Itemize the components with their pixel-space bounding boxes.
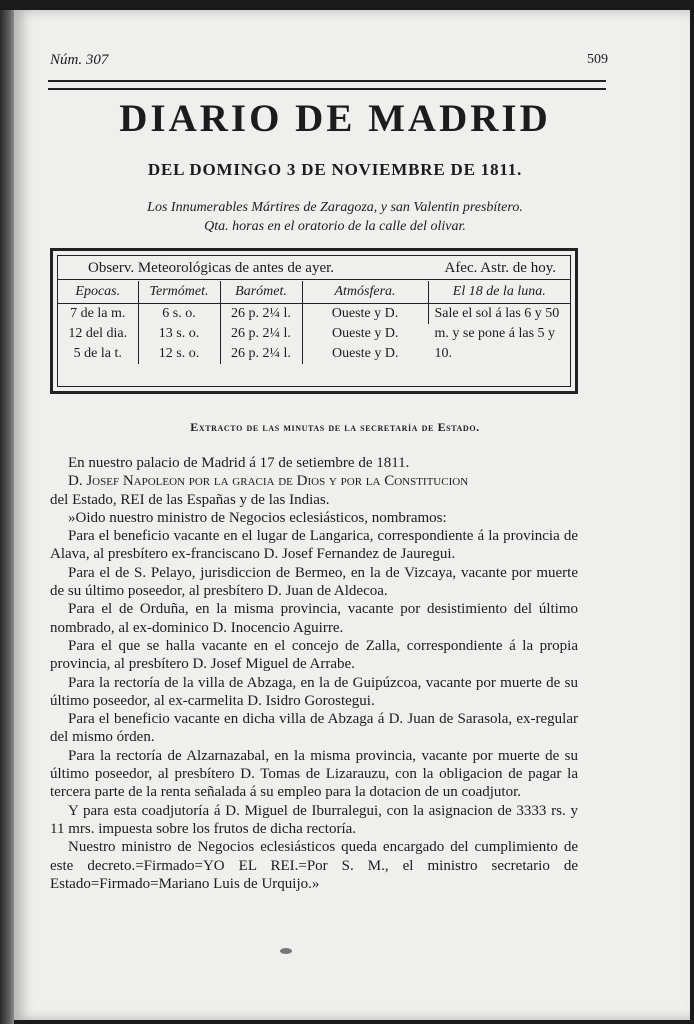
- meteo-termometro: 12 s. o.: [138, 344, 220, 364]
- meteo-termometro: 6 s. o.: [138, 304, 220, 325]
- page-header: [50, 52, 608, 69]
- col-epocas: Epocas.: [58, 281, 138, 304]
- page-binding-edge: [0, 10, 14, 1024]
- article-paragraph: Nuestro ministro de Negocios eclesiásticos queda encargado del cumplimiento de este decreto.=Firmado=YO EL REI.=Por S. M., el ministro secretario de Estado=Firmado=Mariano Luis de Urquijo.»: [50, 839, 578, 892]
- header-double-rule: [48, 80, 606, 90]
- article-paragraph: »Oido nuestro ministro de Negocios eclesiásticos, nombramos:: [68, 509, 447, 526]
- meteo-barometro: 26 p. 2¼ l.: [220, 344, 302, 364]
- meteo-epoca: 12 del dia.: [58, 324, 138, 344]
- meteo-atmosfera: Oueste y D.: [332, 346, 399, 361]
- meteo-barometro: 26 p. 2¼ l.: [220, 324, 302, 344]
- meteo-heading-left: Observ. Meteorológicas de antes de ayer.: [88, 260, 335, 276]
- meteo-barometro: 26 p. 2¼ l.: [220, 304, 302, 325]
- col-barometro: Barómet.: [220, 281, 302, 304]
- meteo-termometro: 13 s. o.: [138, 324, 220, 344]
- article-paragraph: Para el de S. Pelayo, jurisdiccion de Bermeo, en la de Vizcaya, vacante por muerte de su último poseedor, al presbítero D. Juan de Aldecoa.: [50, 564, 578, 600]
- col-termometro: Termómet.: [138, 281, 220, 304]
- article-body: [50, 454, 578, 893]
- article-paragraph: Para el beneficio vacante en dicha villa de Abzaga á D. Juan de Sarasola, ex-regular del mismo órden.: [50, 711, 578, 746]
- meteorological-table: [50, 248, 578, 394]
- meteo-column-headers: [58, 281, 570, 304]
- meteo-atmosfera: Oueste y D.: [332, 326, 399, 341]
- section-heading-extracto: Extracto de las minutas de la secretaría de Estado.: [190, 420, 480, 434]
- article-paragraph: del Estado, REI de las Españas y de las Indias.: [50, 491, 330, 508]
- meteo-epoca: 7 de la m.: [58, 304, 138, 325]
- saints-line-1: Los Innumerables Mártires de Zaragoza, y san Valentin presbítero.: [147, 200, 523, 215]
- saints-of-the-day: [40, 198, 630, 236]
- meteo-data-table: [58, 281, 570, 364]
- col-atmosfera: Atmósfera.: [302, 281, 428, 304]
- meteo-heading-right: Afec. Astr. de hoy.: [444, 260, 556, 276]
- saints-line-2: Qta. horas en el oratorio de la calle del olivar.: [204, 219, 466, 234]
- article-paragraph: D. Josef Napoleon por la gracia de Dios y por la Constitucion: [68, 473, 469, 490]
- page-number: 509: [587, 52, 608, 67]
- meteo-heading: [58, 256, 570, 280]
- article-paragraph: Para la rectoría de la villa de Abzaga, en la de Guipúzcoa, vacante por muerte de su último poseedor, al ex-carmelita D. Isidro Gorostegui.: [50, 674, 578, 709]
- article-paragraph: Para el beneficio vacante en el lugar de Langarica, correspondiente á la provincia de Alava, al presbítero ex-franciscano D. Josef Fernandez de Jauregui.: [50, 528, 578, 563]
- col-luna: El 18 de la luna.: [428, 281, 570, 304]
- masthead-title: DIARIO DE MADRID: [119, 97, 551, 140]
- article-paragraph: En nuestro palacio de Madrid á 17 de setiembre de 1811.: [68, 455, 410, 471]
- article-paragraph: Y para esta coadjutoría á D. Miguel de Iburralegui, con la asignacion de 3333 rs. y 11 mrs. impuesta sobre los frutos de dicha rectoría.: [50, 802, 578, 837]
- ink-smudge: [280, 948, 292, 954]
- meteo-luna-text: Sale el sol á las 6 y 50 m. y se pone á las 5 y 10.: [434, 306, 560, 361]
- article-paragraph: Para la rectoría de Alzarnazabal, en la misma provincia, vacante por muerte de su último poseedor, al presbítero D. Tomas de Lizarauzu, con la obligacion de pagar la tercera parte de la renta señalada á su empleo para la dotacion de un coadjutor.: [50, 747, 578, 801]
- issue-number: Núm. 307: [50, 52, 109, 68]
- meteo-row: [58, 304, 570, 325]
- meteo-atmosfera: Oueste y D.: [302, 304, 428, 325]
- dateline: DEL DOMINGO 3 DE NOVIEMBRE DE 1811.: [147, 160, 523, 179]
- meteorological-table-inner-border: [57, 255, 571, 387]
- article-paragraph: Para el que se halla vacante en el concejo de Zalla, correspondiente á la propia provincia, al presbítero D. Josef Miguel de Arrabe.: [50, 637, 578, 673]
- article-paragraph: Para el de Orduña, en la misma provincia, vacante por desistimiento del último nombrado, al ex-dominico D. Inocencio Aguirre.: [50, 601, 578, 636]
- meteo-epoca: 5 de la t.: [58, 344, 138, 364]
